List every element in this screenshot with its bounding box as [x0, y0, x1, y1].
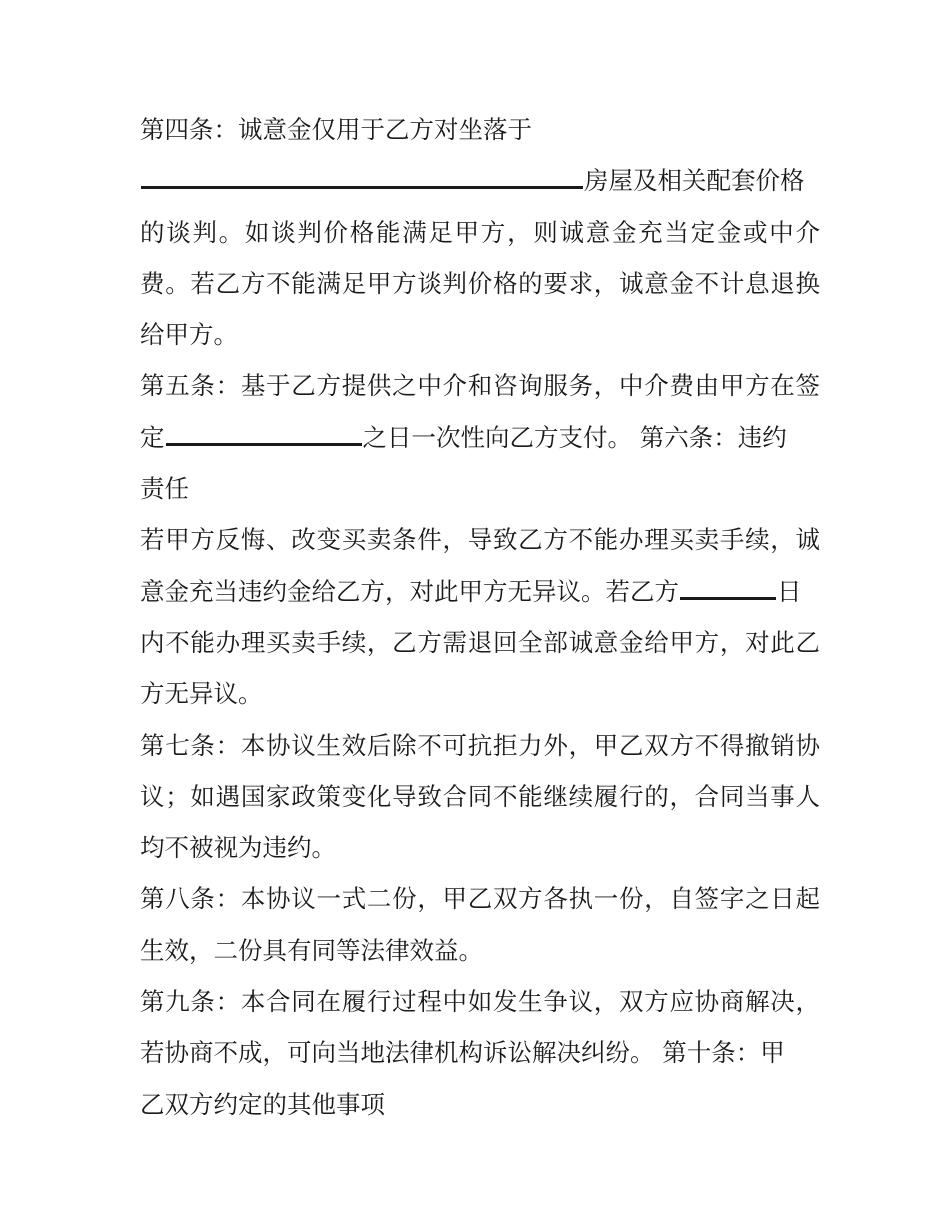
address-blank: [141, 168, 583, 189]
clause-4-line-2: 房屋及相关配套价格: [140, 155, 820, 206]
signing-date-blank: [166, 425, 362, 446]
clause-6-line-3: 意金充当违约金给乙方，对此甲方无异议。若乙方 日: [140, 576, 802, 606]
clause-4-line-3: 的谈判。如谈判价格能满足甲方，则诚意金充当定金或中介: [140, 217, 820, 247]
clause-7-line-2: 议；如遇国家政策变化导致合同不能继续履行的，合同当事人: [140, 781, 820, 811]
clause-4-line-5: 给甲方。: [140, 320, 238, 350]
clause-8-line-2: 生效，二份具有同等法律效益。: [140, 935, 483, 965]
clause-5-line-1: 第五条：基于乙方提供之中介和咨询服务，中介费由甲方在签: [140, 371, 820, 401]
clause-5-line-2: 定 之日一次性向乙方支付。 第六条：违约: [140, 422, 787, 452]
clause-8-line-1: 第八条：本协议一式二份，甲乙双方各执一份，自签字之日起: [140, 884, 820, 914]
clause-7-line-1: 第七条：本协议生效后除不可抗拒力外，甲乙双方不得撤销协: [140, 730, 820, 760]
clause-4-line-4: 费。若乙方不能满足甲方谈判价格的要求，诚意金不计息退换: [140, 268, 820, 298]
clause-6-line-2: 若甲方反悔、改变买卖条件，导致乙方不能办理买卖手续，诚: [140, 525, 820, 555]
clause-9-line-2: 若协商不成，可向当地法律机构诉讼解决纠纷。 第十条：甲: [140, 1038, 785, 1068]
clause-4-line-1: 第四条：诚意金仅用于乙方对坐落于: [140, 115, 532, 144]
clause-6-line-4: 内不能办理买卖手续，乙方需退回全部诚意金给甲方，对此乙: [140, 627, 820, 657]
clause-9-line-1: 第九条：本合同在履行过程中如发生争议，双方应协商解决，: [140, 987, 820, 1017]
contract-body: [140, 104, 820, 1130]
clause-10-line-1: 乙双方约定的其他事项: [140, 1089, 385, 1119]
clause-6-line-1: 责任: [140, 474, 189, 504]
days-blank: [680, 579, 776, 600]
clause-6-line-5: 方无异议。: [140, 679, 263, 709]
clause-7-line-3: 均不被视为违约。: [140, 833, 336, 863]
